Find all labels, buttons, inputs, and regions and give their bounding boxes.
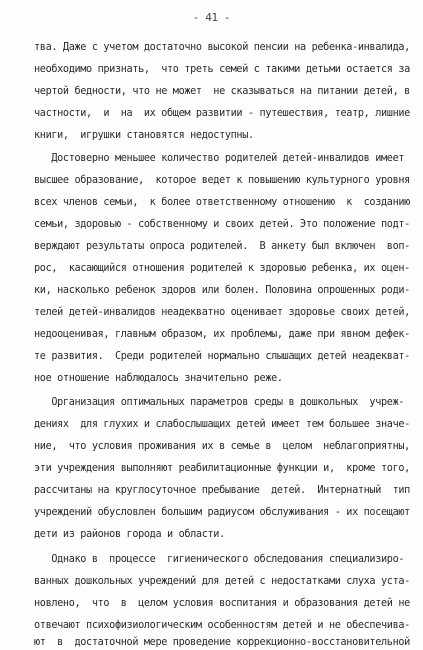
text-line: тва. Даже с учетом достаточно высокой пенсии на ребенка-инвалида,: [34, 42, 410, 53]
text-line: ние, что условия проживания их в семье в целом неблагоприятны,: [34, 441, 410, 452]
text-line: дениях для глухих и слабослышащих детей имеет тем большее значе-: [34, 419, 410, 430]
text-line: отвечают психофизиологическим особенностям детей и не обеспечива-: [34, 620, 410, 631]
text-line: необходимо признать, что треть семей с такими детьми остается за: [34, 64, 410, 75]
text-line: ки, насколько ребенок здоров или болен. Половина опрошенных роди-: [34, 285, 410, 296]
text-line: дети из районов города и области.: [34, 529, 225, 540]
text-line: ное отношение наблюдалось значительно реже.: [34, 373, 283, 384]
text-line: те развития. Среди родителей нормально слышащих детей неадекват-: [34, 351, 410, 362]
text-line: верждают результаты опроса родителей. В анкету был включен воп-: [34, 241, 410, 252]
text-line: рассчитаны на круглосуточное пребывание детей. Интернатный тип: [34, 485, 410, 496]
text-line: рос, касающийся отношения родителей к здоровью ребенка, их оцен-: [34, 263, 410, 274]
text-line: высшее образование, которое ведет к повышению культурного уровня: [34, 175, 410, 186]
text-line: учреждений обусловлен большим радиусом обслуживания - их посещают: [34, 507, 410, 518]
text-line: Организация оптимальных параметров среды в дошкольных учреж-: [34, 397, 405, 408]
page-number: - 41 -: [192, 11, 231, 24]
text-line: недооценивая, главным образом, их проблемы, даже при явном дефек-: [34, 329, 410, 340]
text-line: чертой бедности, что не может не сказываться на питании детей, в: [34, 86, 410, 97]
text-line: новлено, что в целом условия воспитания и образования детей не: [34, 598, 410, 609]
text-line: всех членов семьи, к более ответственному отношению к созданию: [34, 197, 410, 208]
text-line: семьи, здоровью - собственному и своих детей. Это положение подт-: [34, 219, 410, 230]
text-line: эти учреждения выполняют реабилитационные функции и, кроме того,: [34, 463, 410, 474]
text-line: книги, игрушки становятся недоступны.: [34, 130, 254, 141]
text-line: частности, и на их общем развитии - путешествия, театр, лишние: [34, 108, 410, 119]
text-line: телей детей-инвалидов неадекватно оценивает здоровье своих детей,: [34, 307, 410, 318]
text-line: Однако в процессе гигиенического обследования специализиро-: [34, 554, 405, 565]
text-line: Достоверно меньшее количество родителей детей-инвалидов имеет: [34, 153, 405, 164]
text-line: ванных дошкольных учреждений для детей с недостатками слуха уста-: [34, 576, 410, 587]
text-line: ют в достаточной мере проведение коррекционно-восстановительной: [34, 637, 410, 648]
